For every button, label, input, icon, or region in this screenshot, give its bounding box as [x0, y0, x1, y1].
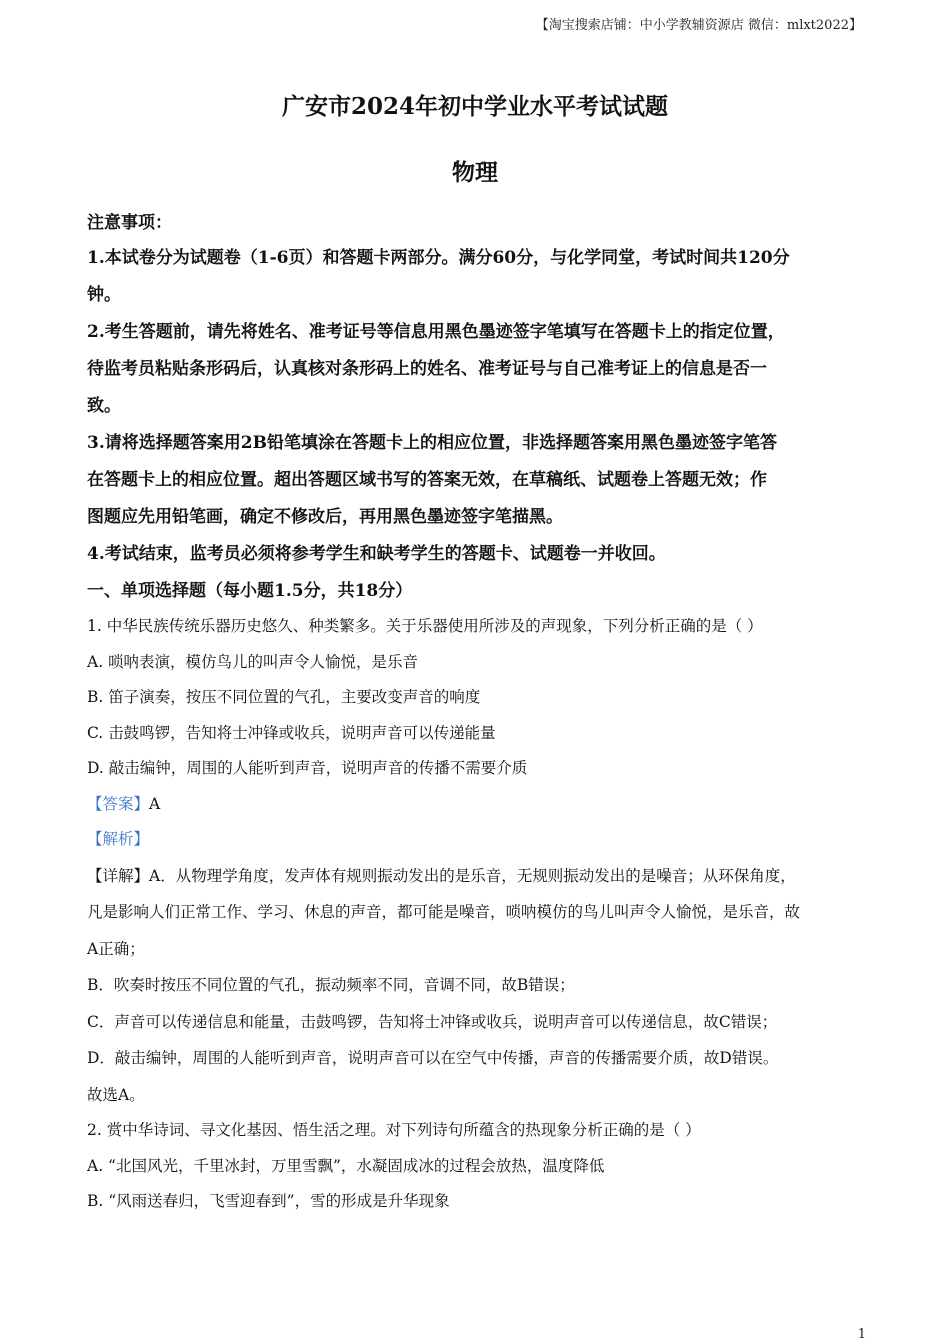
detail-line: C．声音可以传递信息和能量，击鼓鸣锣，告知将士冲锋或收兵，说明声音可以传递信息，故C错误；	[87, 1012, 778, 1031]
section-title: 一、单项选择题（每小题1.5分，共18分）	[87, 581, 413, 601]
analysis-line	[87, 822, 867, 858]
question-stem: 2. 赏中华诗词、寻文化基因、悟生活之理。对下列诗句所蕴含的热现象分析正确的是（ ）	[87, 1121, 701, 1139]
notice-line: 在答题卡上的相应位置。超出答题区域书写的答案无效，在草稿纸、试题卷上答题无效；作	[87, 470, 767, 490]
detail-line: B．吹奏时按压不同位置的气孔，振动频率不同，音调不同，故B错误；	[87, 976, 575, 994]
notice-line: 4.考试结束，监考员必须将参考学生和缺考学生的答题卡、试题卷一并收回。	[87, 544, 666, 564]
answer-value: A	[149, 794, 161, 813]
detail-line: D．敲击编钟，周围的人能听到声音，说明声音可以在空气中传播，声音的传播需要介质，故D错误。	[87, 1049, 779, 1067]
option-a: A. 唢呐表演，模仿鸟儿的叫声令人愉悦，是乐音	[87, 652, 419, 671]
document-body	[87, 206, 867, 1220]
analysis-tag: 【解析】	[87, 830, 150, 848]
notice-line: 1.本试卷分为试题卷（1-6页）和答题卡两部分。满分60分，与化学同堂，考试时间共120分	[87, 248, 790, 268]
option-a: A. “北国风光，千里冰封，万里雪飘”，水凝固成冰的过程会放热，温度降低	[87, 1156, 605, 1175]
detail-line	[87, 858, 867, 895]
subject-title: 物理	[452, 159, 498, 186]
question-1	[87, 609, 867, 1113]
detail-line: A正确；	[87, 939, 145, 958]
notice-line: 钟。	[87, 285, 121, 305]
answer-tag: 【答案】	[87, 794, 150, 813]
notice-block	[87, 206, 867, 573]
notice-line: 待监考员粘贴条形码后，认真核对条形码上的姓名、准考证号与自己准考证上的信息是否一	[87, 359, 767, 379]
option-b: B. “风雨送春归，飞雪迎春到”，雪的形成是升华现象	[87, 1192, 450, 1210]
question-stem: 1. 中华民族传统乐器历史悠久、种类繁多。关于乐器使用所涉及的声现象，下列分析正确的是（ ）	[87, 617, 763, 635]
notice-heading: 注意事项：	[87, 213, 172, 233]
exam-title: 广安市2024年初中学业水平考试试题	[281, 93, 668, 120]
notice-line: 2.考生答题前，请先将姓名、准考证号等信息用黑色墨迹签字笔填写在答题卡上的指定位置，	[87, 322, 785, 342]
detail-text: A．从物理学角度，发声体有规则振动发出的是乐音，无规则振动发出的是噪音；从环保角度，	[149, 866, 796, 885]
option-d: D. 敲击编钟，周围的人能听到声音，说明声音的传播不需要介质	[87, 759, 528, 777]
header-note: 【淘宝搜索店铺：中小学教辅资源店 微信：mlxt2022】	[535, 18, 862, 33]
notice-line: 3.请将选择题答案用2B铅笔填涂在答题卡上的相应位置，非选择题答案用黑色墨迹签字笔答	[87, 433, 777, 453]
option-b: B. 笛子演奏，按压不同位置的气孔，主要改变声音的响度	[87, 688, 481, 706]
detail-tag: 【详解】	[87, 866, 150, 885]
option-c: C. 击鼓鸣锣，告知将士冲锋或收兵，说明声音可以传递能量	[87, 723, 496, 742]
detail-line: 凡是影响人们正常工作、学习、休息的声音，都可能是噪音，唢呐模仿的鸟儿叫声令人愉悦，是乐音，故	[87, 903, 801, 921]
question-2	[87, 1113, 867, 1220]
page-number: 1	[857, 1327, 866, 1342]
detail-line: 故选A。	[87, 1085, 145, 1104]
answer-line	[87, 787, 867, 823]
notice-line: 图题应先用铅笔画，确定不修改后，再用黑色墨迹签字笔描黑。	[87, 507, 563, 527]
notice-line: 致。	[87, 396, 121, 416]
